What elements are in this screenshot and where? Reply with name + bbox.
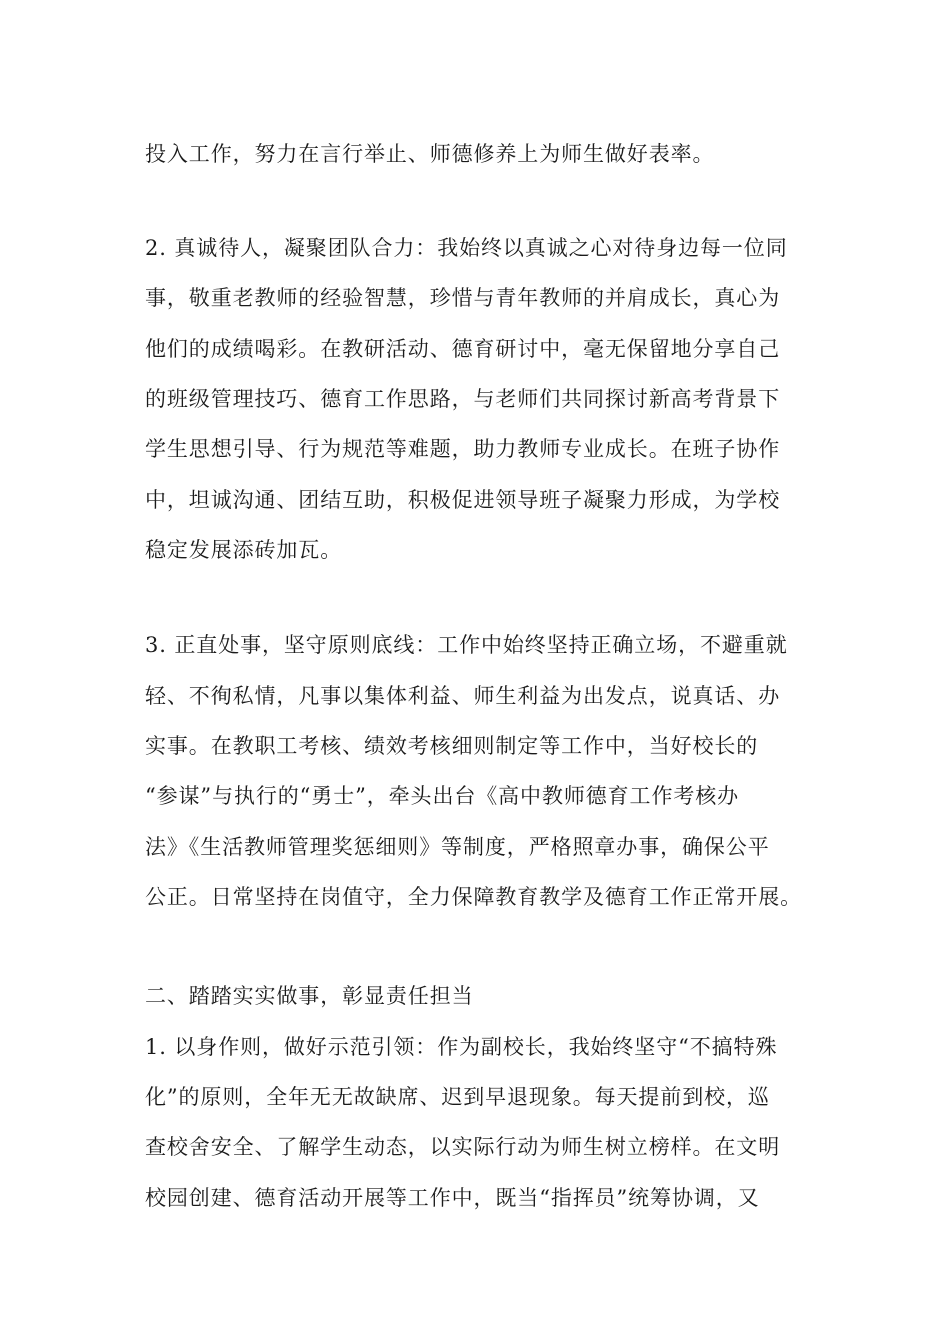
paragraph-line: 他们的成绩喝彩。在教研活动、德育研讨中，毫无保留地分享自己	[145, 337, 781, 361]
paragraph-line: 投入工作，努力在言行举止、师德修养上为师生做好表率。	[145, 142, 715, 166]
paragraph-line: 3. 正直处事，坚守原则底线：工作中始终坚持正确立场，不避重就	[145, 633, 788, 657]
paragraph-line: 稳定发展添砖加瓦。	[145, 538, 343, 562]
paragraph-line: 轻、不徇私情，凡事以集体利益、师生利益为出发点，说真话、办	[145, 684, 781, 708]
paragraph-line: 学生思想引导、行为规范等难题，助力教师专业成长。在班子协作	[145, 437, 781, 461]
paragraph-line: 的班级管理技巧、德育工作思路，与老师们共同探讨新高考背景下	[145, 387, 781, 411]
paragraph-line: 事，敬重老教师的经验智慧，珍惜与青年教师的并肩成长，真心为	[145, 286, 781, 310]
paragraph-line: 公正。日常坚持在岗值守，全力保障教育教学及德育工作正常开展。	[145, 885, 802, 909]
paragraph-line: “参谋”与执行的“勇士”，牵头出台《高中教师德育工作考核办	[145, 784, 740, 808]
paragraph-line: 中，坦诚沟通、团结互助，积极促进领导班子凝聚力形成，为学校	[145, 488, 781, 512]
section-heading: 二、踏踏实实做事，彰显责任担当	[145, 984, 474, 1008]
paragraph-line: 查校舍安全、了解学生动态，以实际行动为师生树立榜样。在文明	[145, 1135, 781, 1159]
paragraph-line: 实事。在教职工考核、绩效考核细则制定等工作中，当好校长的	[145, 734, 759, 758]
paragraph-line: 2. 真诚待人，凝聚团队合力：我始终以真诚之心对待身边每一位同	[145, 236, 788, 260]
paragraph-line: 化”的原则，全年无无故缺席、迟到早退现象。每天提前到校，巡	[145, 1085, 770, 1109]
paragraph-line: 法》《生活教师管理奖惩细则》等制度，严格照章办事，确保公平	[145, 835, 770, 859]
paragraph-line: 校园创建、德育活动开展等工作中，既当“指挥员”统筹协调，又	[145, 1186, 760, 1210]
paragraph-line: 1. 以身作则，做好示范引领：作为副校长，我始终坚守“不搞特殊	[145, 1035, 778, 1059]
